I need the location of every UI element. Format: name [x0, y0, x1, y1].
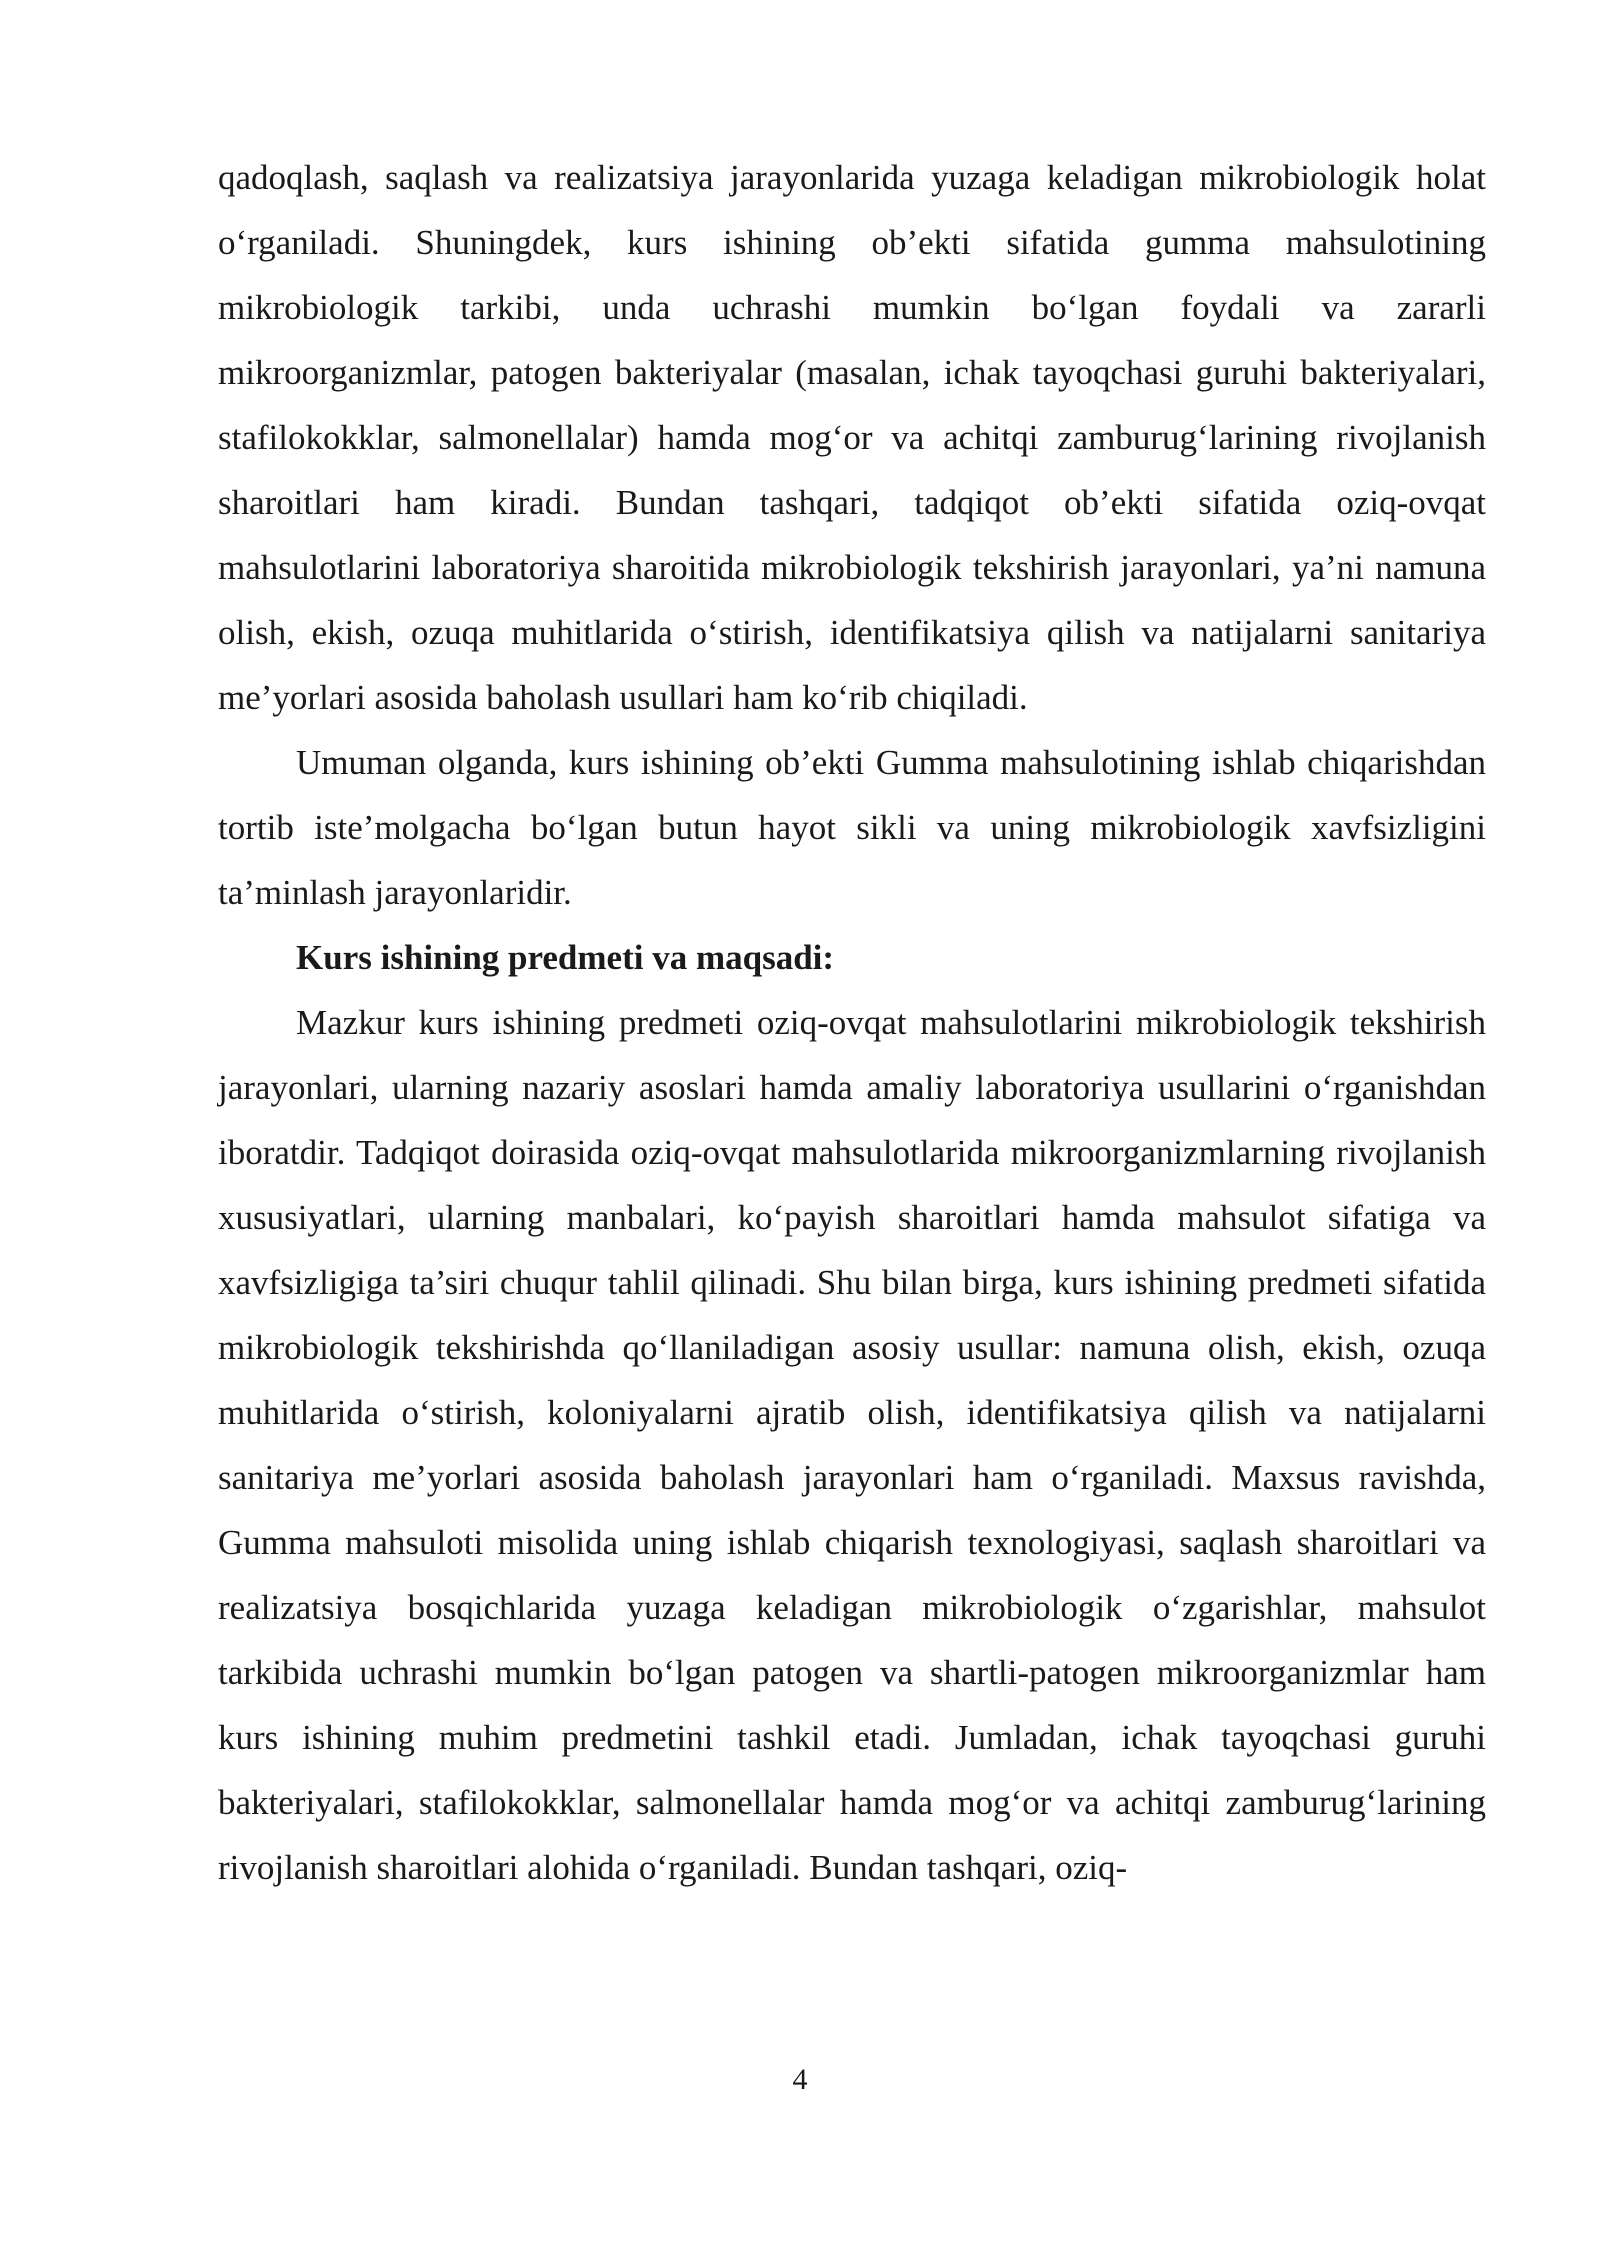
page-number: 4: [792, 2063, 808, 2096]
body-paragraph: qadoqlash, saqlash va realizatsiya jarayonlarida yuzaga keladigan mikrobiologik holat o‘rganiladi. Shuningdek, kurs ishining ob’ekti sifatida gumma mahsulotining mikrobiologik tarkibi, unda uchrashi mumkin bo‘lgan foydali va zararli mikroorganizmlar, patogen bakteriyalar (masalan, ichak tayoqchasi guruhi bakteriyalari, stafilokokklar, salmonellalar) hamda mog‘or va achitqi zamburug‘larining rivojlanish sharoitlari ham kiradi. Bundan tashqari, tadqiqot ob’ekti sifatida oziq-ovqat mahsulotlarini laboratoriya sharoitida mikrobiologik tekshirish jarayonlari, ya’ni namuna olish, ekish, ozuqa muhitlarida o‘stirish, identifikatsiya qilish va natijalarni sanitariya me’yorlari asosida baholash usullari ham ko‘rib chiqiladi.: [218, 158, 1486, 717]
section-heading: Kurs ishining predmeti va maqsadi:: [296, 938, 835, 977]
body-paragraph: Mazkur kurs ishining predmeti oziq-ovqat mahsulotlarini mikrobiologik tekshirish jarayonlari, ularning nazariy asoslari hamda amaliy laboratoriya usullarini o‘rganishdan iboratdir. Tadqiqot doirasida oziq-ovqat mahsulotlarida mikroorganizmlarning rivojlanish xususiyatlari, ularning manbalari, ko‘payish sharoitlari hamda mahsulot sifatiga va xavfsizligiga ta’siri chuqur tahlil qilinadi. Shu bilan birga, kurs ishining predmeti sifatida mikrobiologik tekshirishda qo‘llaniladigan asosiy usullar: namuna olish, ekish, ozuqa muhitlarida o‘stirish, koloniyalarni ajratib olish, identifikatsiya qilish va natijalarni sanitariya me’yorlari asosida baholash jarayonlari ham o‘rganiladi. Maxsus ravishda, Gumma mahsuloti misolida uning ishlab chiqarish texnologiyasi, saqlash sharoitlari va realizatsiya bosqichlarida yuzaga keladigan mikrobiologik o‘zgarishlar, mahsulot tarkibida uchrashi mumkin bo‘lgan patogen va shartli-patogen mikroorganizmlar ham kurs ishining muhim predmetini tashkil etadi. Jumladan, ichak tayoqchasi guruhi bakteriyalari, stafilokokklar, salmonellalar hamda mog‘or va achitqi zamburug‘larining rivojlanish sharoitlari alohida o‘rganiladi. Bundan tashqari, oziq-: [218, 1003, 1486, 1887]
body-paragraph: Umuman olganda, kurs ishining ob’ekti Gumma mahsulotining ishlab chiqarishdan tortib iste’molgacha bo‘lgan butun hayot sikli va uning mikrobiologik xavfsizligini ta’minlash jarayonlaridir.: [218, 743, 1486, 912]
page-body: [218, 145, 1486, 1900]
